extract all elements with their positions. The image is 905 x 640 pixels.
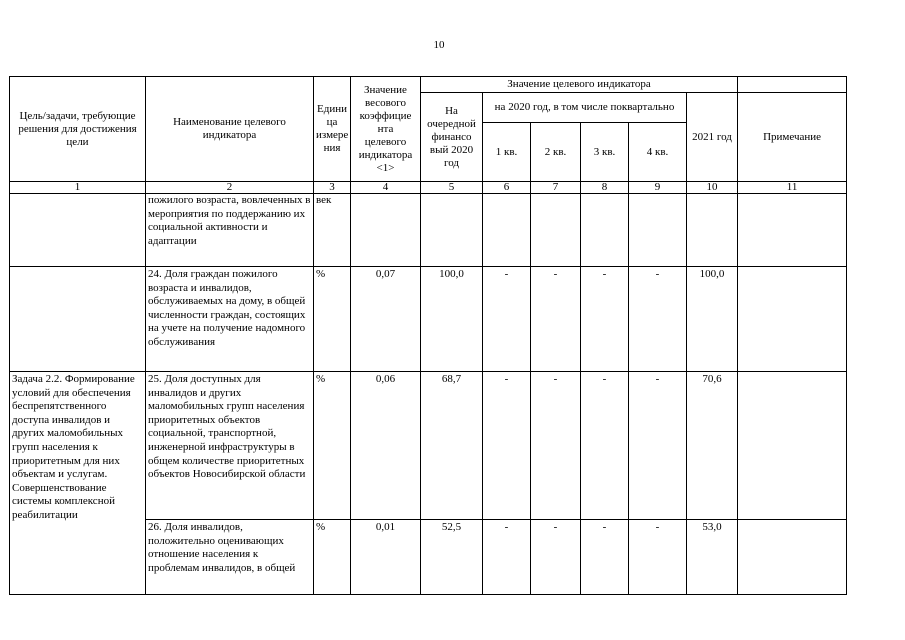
indicator-cell: 26. Доля инвалидов, положительно оценивающих отношение населения к проблемам инвалидов, в общей <box>146 520 314 595</box>
column-number: 11 <box>738 182 847 194</box>
header-quarterly: на 2020 год, в том числе поквартально <box>483 93 687 123</box>
header-indicator-name: Наименование целевого индикатора <box>146 77 314 182</box>
note-cell <box>738 372 847 520</box>
header-target-value: Значение целевого индикатора <box>421 77 738 93</box>
column-number: 9 <box>629 182 687 194</box>
q2-cell <box>531 194 581 267</box>
q3-cell: - <box>581 520 629 595</box>
header-q1: 1 кв. <box>483 123 531 182</box>
indicator-cell: 25. Доля доступных для инвалидов и других маломобильных групп населения приоритетных объектов социальной, транспортной, инженерной инфраструктуры в общем количестве приоритетных объектов Новосибирской области <box>146 372 314 520</box>
weight-cell: 0,07 <box>351 267 421 372</box>
q3-cell <box>581 194 629 267</box>
q1-cell: - <box>483 520 531 595</box>
q3-cell: - <box>581 267 629 372</box>
q2-cell: - <box>531 520 581 595</box>
header-unit: Едини ца измере ния <box>314 77 351 182</box>
column-number: 7 <box>531 182 581 194</box>
unit-cell: % <box>314 372 351 520</box>
header-weight: Значение весового коэффицие нта целевого индикатора <1> <box>351 77 421 182</box>
unit-cell: век <box>314 194 351 267</box>
note-cell <box>738 520 847 595</box>
q4-cell <box>629 194 687 267</box>
column-number: 6 <box>483 182 531 194</box>
value-2021-cell: 100,0 <box>687 267 738 372</box>
q1-cell <box>483 194 531 267</box>
indicator-table <box>9 76 847 595</box>
column-number: 3 <box>314 182 351 194</box>
table-row <box>10 194 847 267</box>
weight-cell <box>351 194 421 267</box>
header-next-year: На очередной финансо вый 2020 год <box>421 93 483 182</box>
table-row <box>10 267 847 372</box>
value-2020-cell: 52,5 <box>421 520 483 595</box>
indicator-cell: пожилого возраста, вовлеченных в мероприятия по поддержанию их социальной активности и адаптации <box>146 194 314 267</box>
q4-cell: - <box>629 267 687 372</box>
header-q4: 4 кв. <box>629 123 687 182</box>
indicator-cell: 24. Доля граждан пожилого возраста и инвалидов, обслуживаемых на дому, в общей численности граждан, состоящих на учете на получение надомного обслуживания <box>146 267 314 372</box>
goal-cell <box>10 267 146 372</box>
column-number: 4 <box>351 182 421 194</box>
column-number: 8 <box>581 182 629 194</box>
column-number: 1 <box>10 182 146 194</box>
column-number: 5 <box>421 182 483 194</box>
q1-cell: - <box>483 372 531 520</box>
value-2020-cell: 100,0 <box>421 267 483 372</box>
header-empty <box>738 77 847 93</box>
q2-cell: - <box>531 267 581 372</box>
header-2021: 2021 год <box>687 93 738 182</box>
column-number: 10 <box>687 182 738 194</box>
weight-cell: 0,01 <box>351 520 421 595</box>
note-cell <box>738 267 847 372</box>
header-q3: 3 кв. <box>581 123 629 182</box>
value-2020-cell: 68,7 <box>421 372 483 520</box>
page-number: 10 <box>433 39 445 51</box>
value-2020-cell <box>421 194 483 267</box>
header-goal: Цель/задачи, требующие решения для достижения цели <box>10 77 146 182</box>
q4-cell: - <box>629 372 687 520</box>
goal-cell <box>10 194 146 267</box>
unit-cell: % <box>314 267 351 372</box>
header-row-1 <box>10 77 847 93</box>
header-q2: 2 кв. <box>531 123 581 182</box>
value-2021-cell: 70,6 <box>687 372 738 520</box>
unit-cell: % <box>314 520 351 595</box>
q2-cell: - <box>531 372 581 520</box>
value-2021-cell: 53,0 <box>687 520 738 595</box>
goal-cell: Задача 2.2. Формирование условий для обеспечения беспрепятственного доступа инвалидов и других маломобильных групп населения к приоритетным для них объектам и услугам. Совершенствование системы комплексной реабилитации <box>10 372 146 595</box>
value-2021-cell <box>687 194 738 267</box>
table-row <box>10 372 847 520</box>
note-cell <box>738 194 847 267</box>
q3-cell: - <box>581 372 629 520</box>
header-note: Примечание <box>738 93 847 182</box>
column-number: 2 <box>146 182 314 194</box>
q4-cell: - <box>629 520 687 595</box>
q1-cell: - <box>483 267 531 372</box>
weight-cell: 0,06 <box>351 372 421 520</box>
column-number-row <box>10 182 847 194</box>
